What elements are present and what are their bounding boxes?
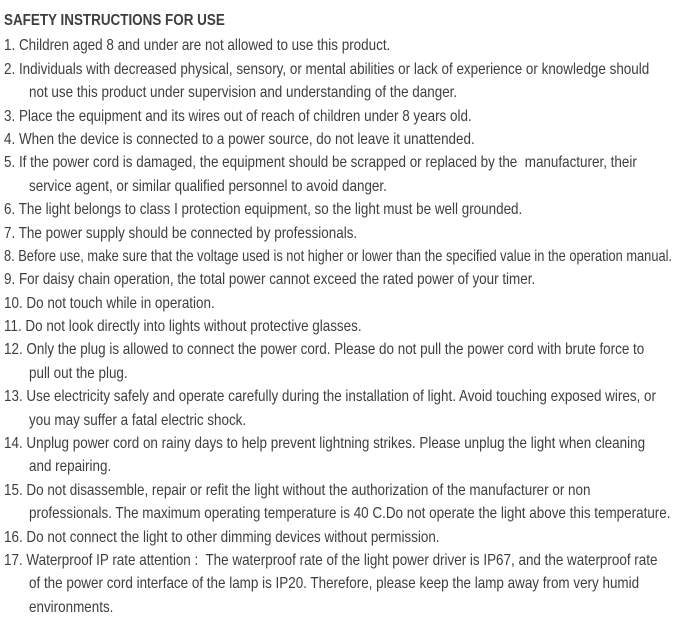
instruction-text: 16. Do not connect the light to other dimming devices without permission. <box>4 528 440 546</box>
instruction-item-13 <box>4 385 672 432</box>
instruction-item-1 <box>4 34 672 57</box>
instruction-text: 12. Only the plug is allowed to connect the power cord. Please do not pull the power cord with brute force to <box>4 341 645 359</box>
instruction-line <box>4 198 672 221</box>
instruction-item-14 <box>4 432 672 479</box>
instruction-line <box>29 502 672 525</box>
instruction-item-4 <box>4 128 672 151</box>
instruction-text: 3. Place the equipment and its wires out of reach of children under 8 years old. <box>4 107 472 125</box>
instruction-text: of the power cord interface of the lamp is IP20. Therefore, please keep the lamp away from very humid <box>29 575 640 593</box>
instruction-text: 11. Do not look directly into lights without protective glasses. <box>4 318 362 336</box>
instruction-line <box>4 338 672 361</box>
instruction-text: 7. The power supply should be connected by professionals. <box>4 224 358 242</box>
instruction-line <box>4 315 672 338</box>
instruction-text: 2. Individuals with decreased physical, sensory, or mental abilities or lack of experience or knowledge should <box>4 60 650 78</box>
instruction-line <box>4 58 672 81</box>
instruction-line <box>4 479 672 502</box>
instruction-line <box>4 549 672 572</box>
instruction-item-15 <box>4 479 672 526</box>
instruction-line <box>4 385 672 408</box>
instruction-text: 10. Do not touch while in operation. <box>4 294 215 312</box>
instruction-item-10 <box>4 292 672 315</box>
instruction-text: environments. <box>29 598 114 616</box>
instruction-text: you may suffer a fatal electric shock. <box>29 411 247 429</box>
instruction-item-6 <box>4 198 672 221</box>
instruction-text: and repairing. <box>29 458 112 476</box>
instruction-item-8 <box>4 245 672 268</box>
safety-instructions-document <box>4 3 672 619</box>
instruction-line <box>4 432 672 455</box>
instruction-item-12 <box>4 338 672 385</box>
instruction-item-17 <box>4 549 672 619</box>
instruction-text: 5. If the power cord is damaged, the equipment should be scrapped or replaced by the manufacturer, their <box>4 154 637 172</box>
instruction-line <box>29 409 672 432</box>
instruction-line <box>4 526 672 549</box>
instruction-text: professionals. The maximum operating temperature is 40 C.Do not operate the light above this temperature. <box>29 505 671 523</box>
instruction-text: 14. Unplug power cord on rainy days to help prevent lightning strikes. Please unplug the light when cleaning <box>4 435 646 453</box>
instruction-line <box>4 34 672 57</box>
instruction-text: not use this product under supervision and understanding of the danger. <box>29 84 458 102</box>
instruction-item-5 <box>4 151 672 198</box>
instruction-line <box>4 245 672 268</box>
instruction-line <box>4 222 672 245</box>
instruction-line <box>29 81 672 104</box>
instruction-text: 8. Before use, make sure that the voltage used is not higher or lower than the specified value in the operation manual. <box>4 247 672 265</box>
instruction-item-11 <box>4 315 672 338</box>
instruction-text: 15. Do not disassemble, repair or refit the light without the authorization of the manufacturer or non <box>4 481 591 499</box>
instruction-text: pull out the plug. <box>29 364 128 382</box>
instruction-text: service agent, or similar qualified personnel to avoid danger. <box>29 177 387 195</box>
instruction-line <box>4 292 672 315</box>
instruction-text: 17. Waterproof IP rate attention : The waterproof rate of the light power driver is IP67, and the waterproof rate <box>4 551 658 569</box>
instruction-list <box>4 34 672 619</box>
instruction-text: 9. For daisy chain operation, the total power cannot exceed the rated power of your timer. <box>4 271 536 289</box>
instruction-text: 1. Children aged 8 and under are not allowed to use this product. <box>4 37 391 55</box>
instruction-item-2 <box>4 58 672 105</box>
instruction-line <box>29 596 672 619</box>
page-title-text: SAFETY INSTRUCTIONS FOR USE <box>4 12 225 29</box>
page-title <box>4 3 356 29</box>
instruction-line <box>29 362 672 385</box>
instruction-item-9 <box>4 268 672 291</box>
instruction-text: 6. The light belongs to class I protection equipment, so the light must be well grounded. <box>4 201 523 219</box>
instruction-line <box>4 151 672 174</box>
instruction-item-7 <box>4 222 672 245</box>
instruction-line <box>4 128 672 151</box>
instruction-line <box>29 455 672 478</box>
instruction-line <box>29 572 672 595</box>
instruction-line <box>4 105 672 128</box>
instruction-item-16 <box>4 526 672 549</box>
instruction-item-3 <box>4 105 672 128</box>
instruction-text: 4. When the device is connected to a power source, do not leave it unattended. <box>4 130 475 148</box>
instruction-text: 13. Use electricity safely and operate carefully during the installation of light. Avoid touching exposed wires, or <box>4 388 656 406</box>
instruction-line <box>4 268 672 291</box>
instruction-line <box>29 175 672 198</box>
